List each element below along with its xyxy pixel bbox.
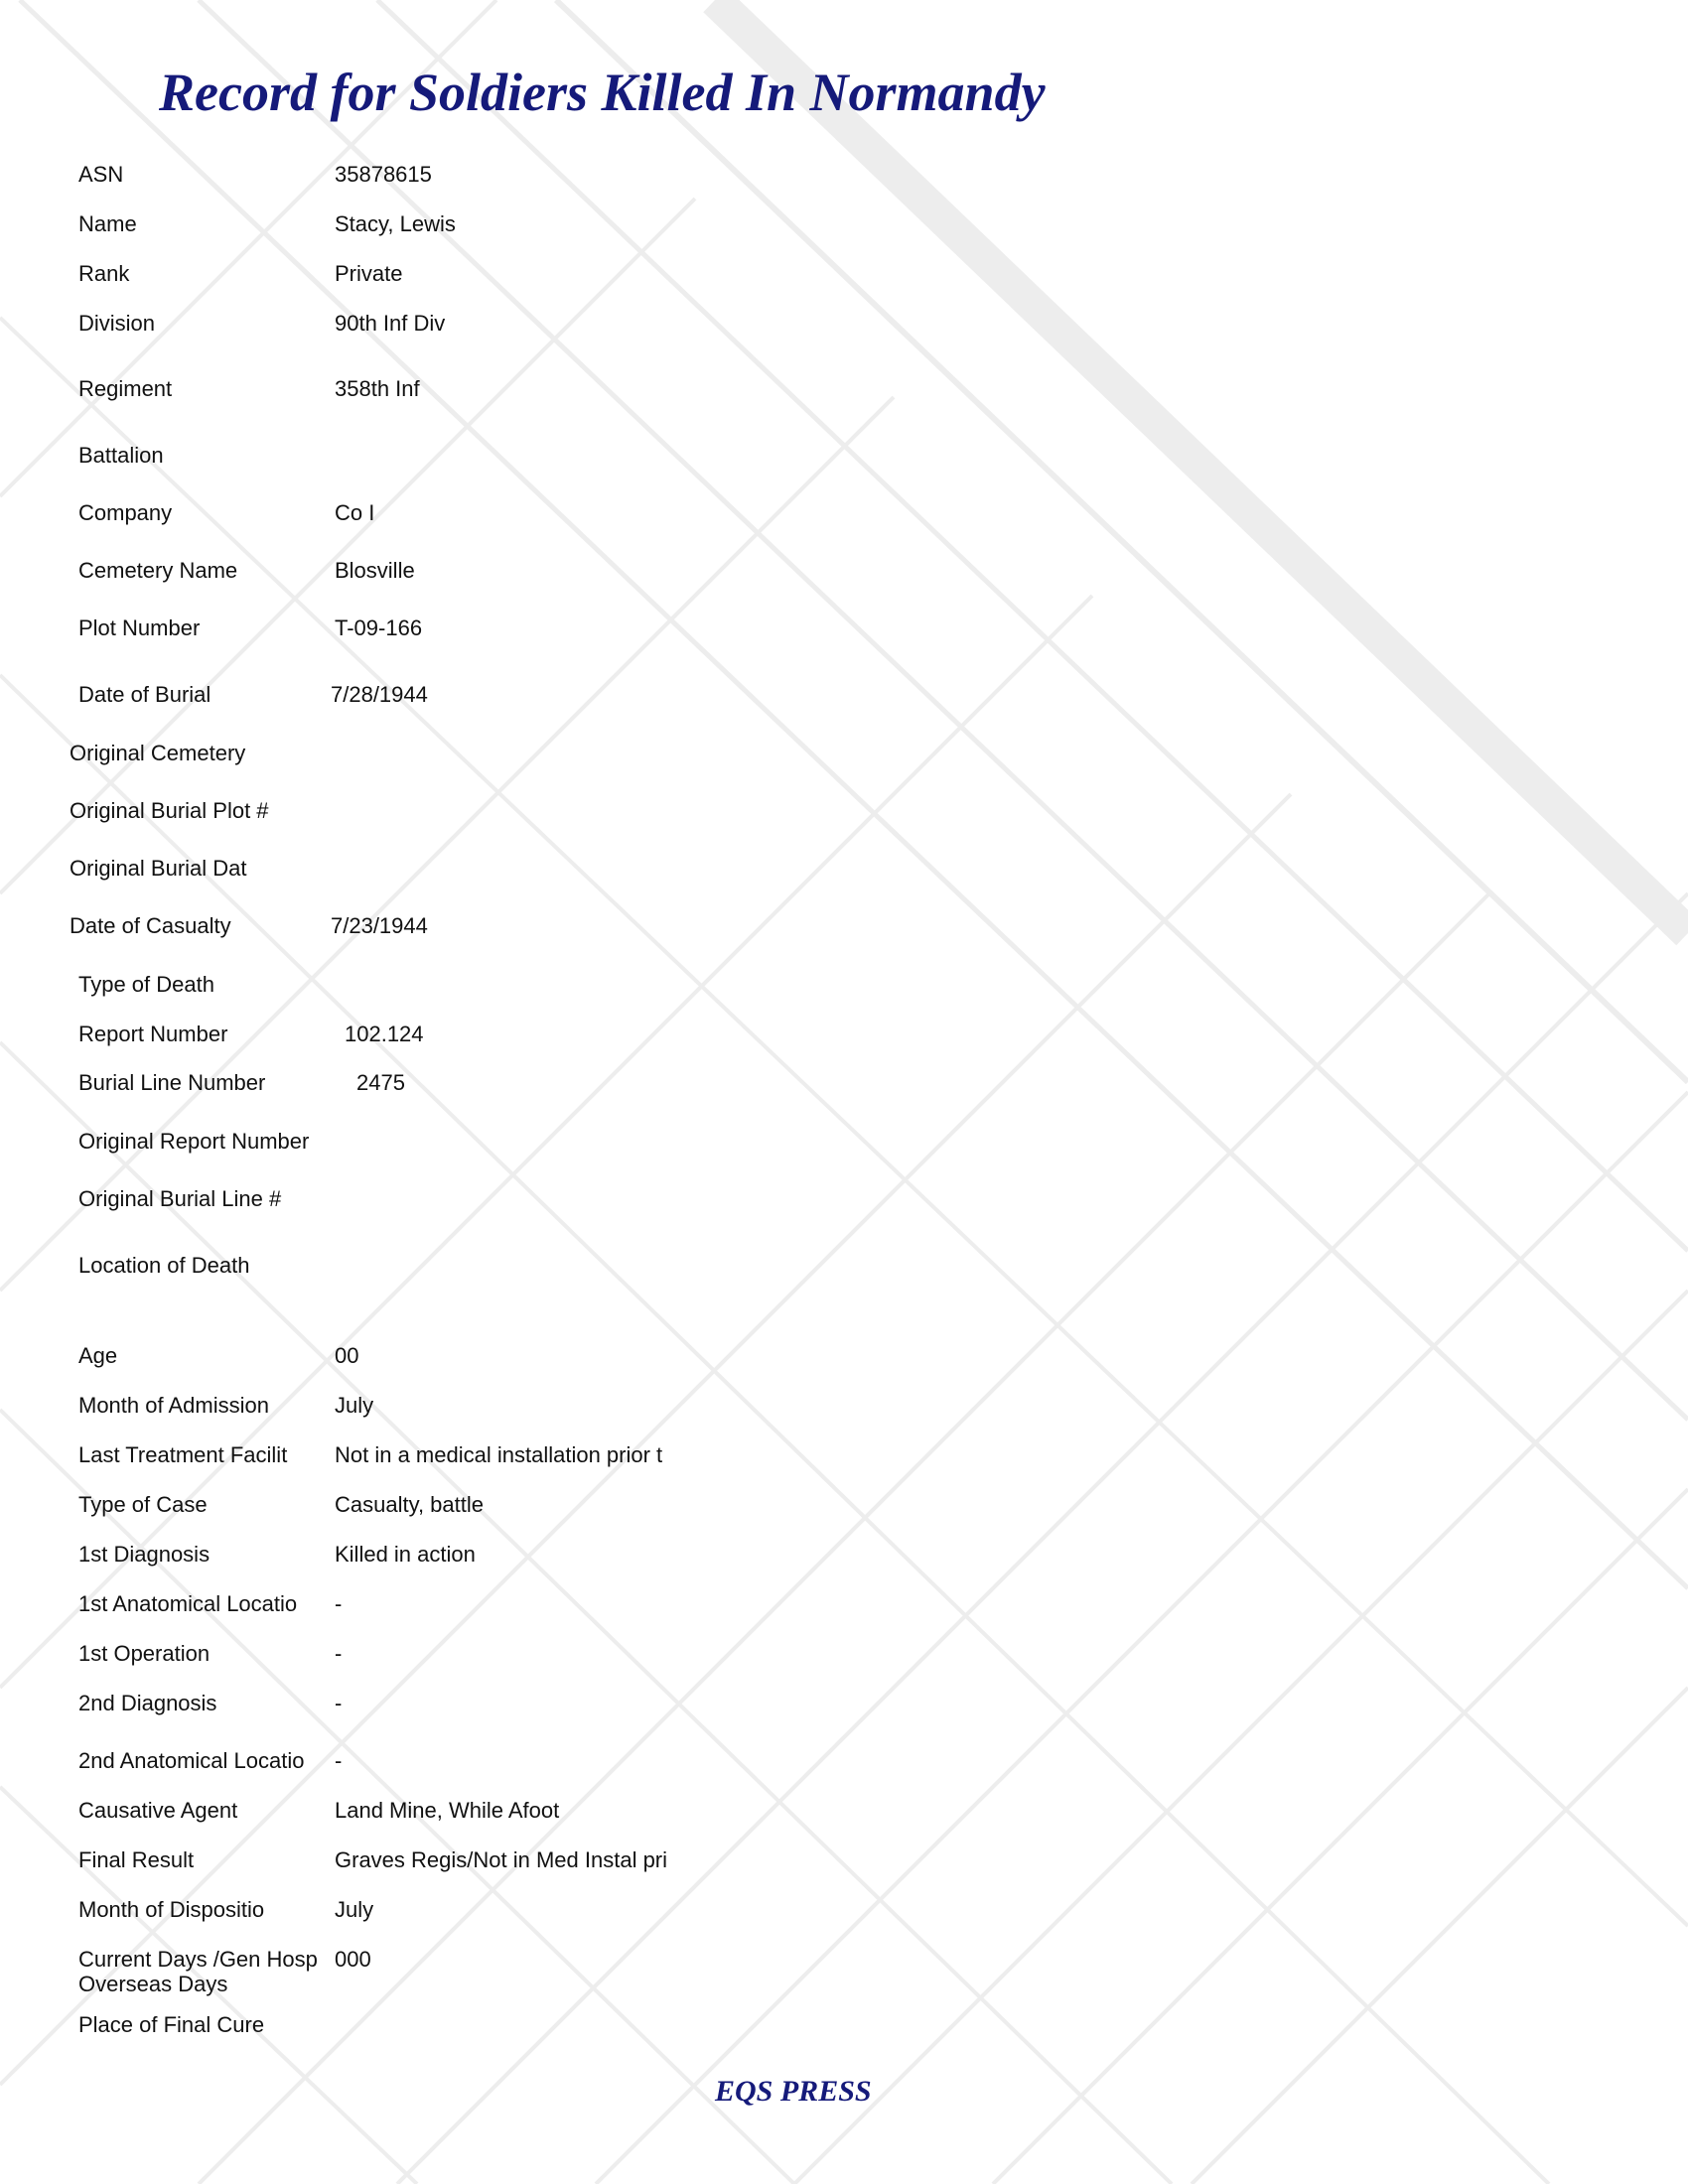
field-label: Age <box>78 1343 118 1368</box>
field-label: Original Burial Line # <box>78 1186 282 1211</box>
field-label: Original Burial Dat <box>70 856 247 881</box>
field-label: Overseas Days <box>78 1972 228 1996</box>
field-value: Land Mine, While Afoot <box>335 1798 560 1823</box>
field-value: 2475 <box>356 1070 405 1095</box>
field-label: Type of Death <box>78 972 214 997</box>
field-label: Location of Death <box>78 1253 250 1278</box>
field-label: Date of Burial <box>78 682 211 707</box>
field-label: Original Burial Plot # <box>70 798 269 823</box>
field-value: July <box>335 1393 374 1418</box>
field-value: - <box>335 1641 343 1666</box>
field-label: Regiment <box>78 376 173 401</box>
field-label: 1st Operation <box>78 1641 211 1666</box>
field-label: Name <box>78 211 137 236</box>
publisher-footer: EQS PRESS <box>715 2075 872 2108</box>
field-label: ASN <box>78 162 124 187</box>
field-label: Rank <box>78 261 130 286</box>
field-value: 000 <box>335 1947 371 1972</box>
field-value: Stacy, Lewis <box>335 211 456 236</box>
field-value: 102.124 <box>345 1022 424 1046</box>
field-label: Last Treatment Facilit <box>78 1442 288 1467</box>
field-label: Month of Admission <box>78 1393 269 1418</box>
field-label: 2nd Anatomical Locatio <box>78 1748 305 1773</box>
field-label: Final Result <box>78 1847 195 1872</box>
field-label: Division <box>78 311 156 336</box>
field-value: Killed in action <box>335 1542 476 1567</box>
field-label: Causative Agent <box>78 1798 238 1823</box>
field-label: Battalion <box>78 443 164 468</box>
field-label: Original Cemetery <box>70 741 246 765</box>
field-label: Burial Line Number <box>78 1070 266 1095</box>
field-label: Report Number <box>78 1022 228 1046</box>
field-value: - <box>335 1748 343 1773</box>
field-value: July <box>335 1897 374 1922</box>
field-value: 7/23/1944 <box>331 913 428 938</box>
field-value: 7/28/1944 <box>331 682 428 707</box>
field-value: Blosville <box>335 558 415 583</box>
field-value: 00 <box>335 1343 359 1368</box>
field-value: Not in a medical installation prior t <box>335 1442 663 1467</box>
field-value: 358th Inf <box>335 376 420 401</box>
field-value: Graves Regis/Not in Med Instal pri <box>335 1847 668 1872</box>
field-value: Co I <box>335 500 375 525</box>
page-title: Record for Soldiers Killed In Normandy <box>159 63 1046 122</box>
field-label: Date of Casualty <box>70 913 231 938</box>
field-value: Private <box>335 261 403 286</box>
field-value: Casualty, battle <box>335 1492 485 1517</box>
field-label: 1st Anatomical Locatio <box>78 1591 298 1616</box>
field-value: - <box>335 1591 343 1616</box>
field-label: 1st Diagnosis <box>78 1542 211 1567</box>
field-value: - <box>335 1691 343 1715</box>
field-value: 90th Inf Div <box>335 311 446 336</box>
field-label: Place of Final Cure <box>78 2012 265 2037</box>
field-value: T-09-166 <box>335 615 423 640</box>
field-label: Original Report Number <box>78 1129 310 1154</box>
field-label: Type of Case <box>78 1492 208 1517</box>
field-label: Plot Number <box>78 615 201 640</box>
field-value: 35878615 <box>335 162 432 187</box>
field-label: Month of Dispositio <box>78 1897 265 1922</box>
field-label: Current Days /Gen Hosp <box>78 1947 318 1972</box>
field-label: Company <box>78 500 173 525</box>
field-label: Cemetery Name <box>78 558 238 583</box>
field-label: 2nd Diagnosis <box>78 1691 217 1715</box>
